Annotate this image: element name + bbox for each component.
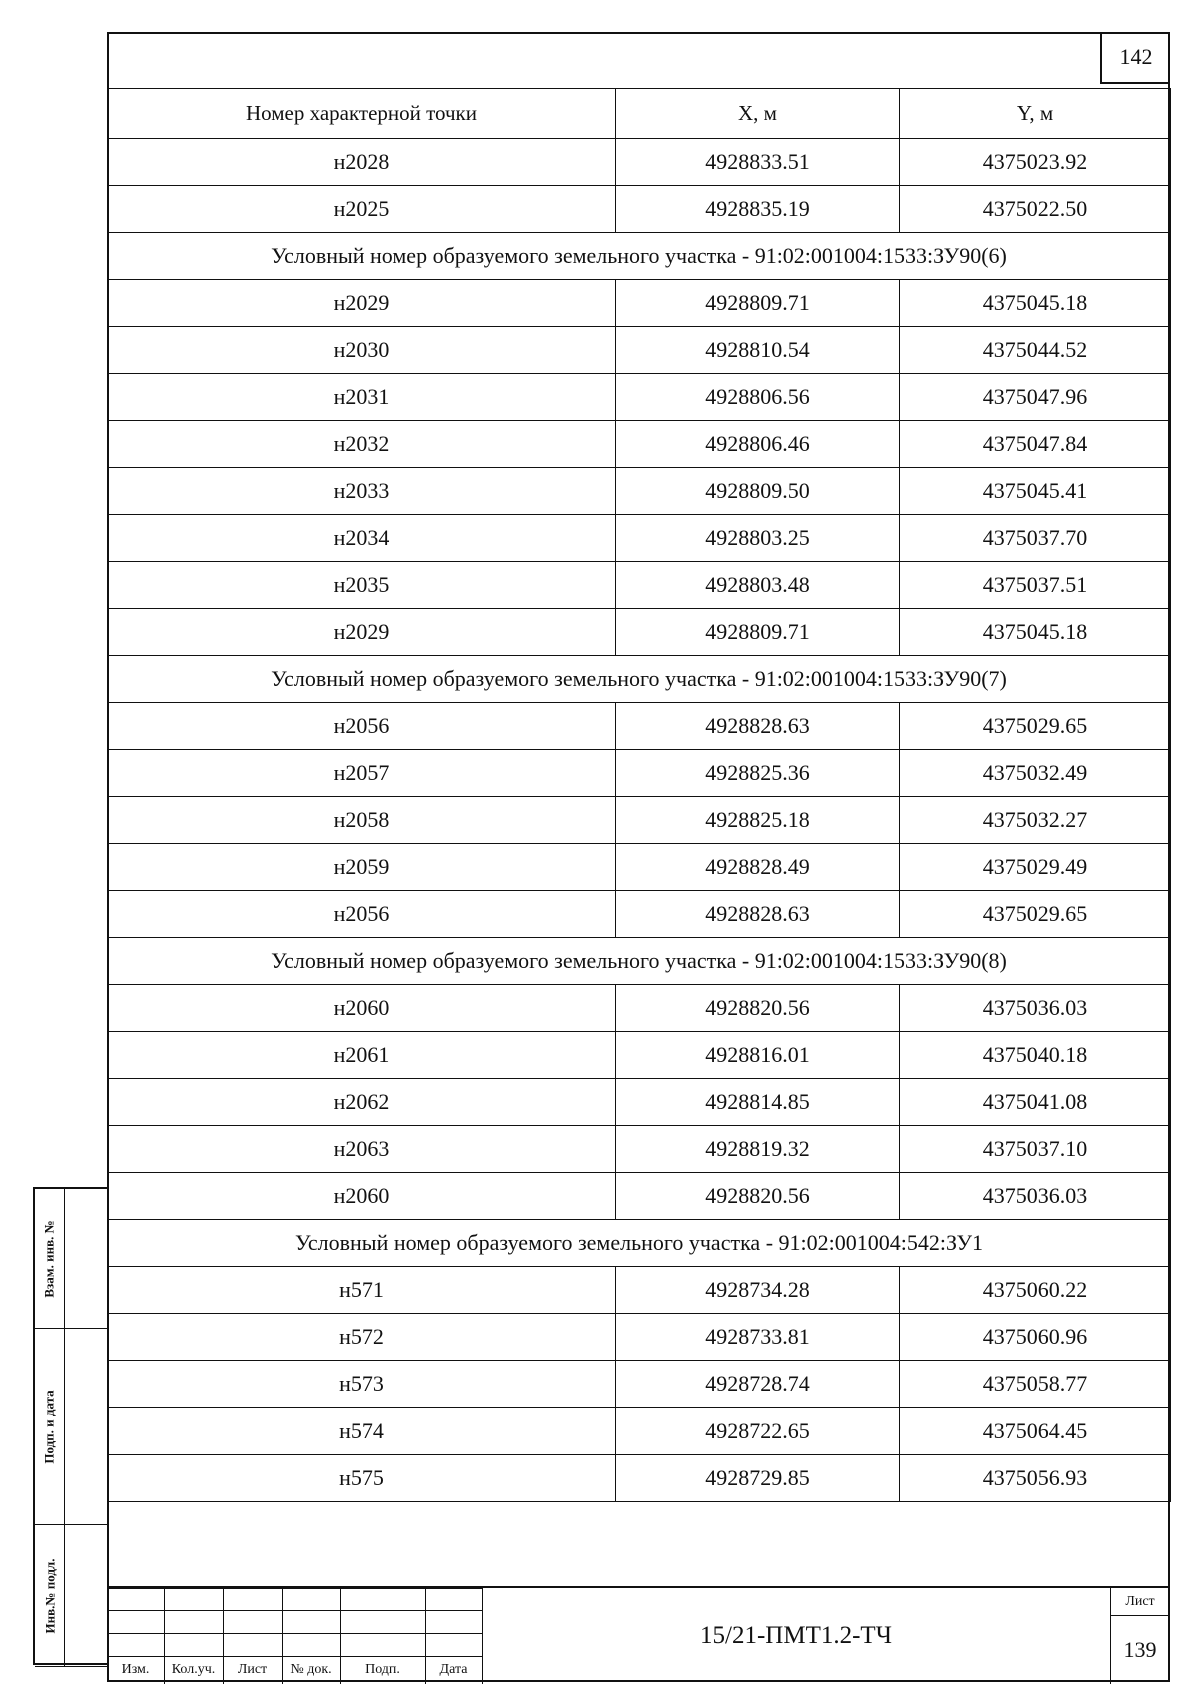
section-row — [108, 938, 1171, 985]
x-coordinate: 4928814.85 — [616, 1079, 900, 1126]
y-coordinate: 4375041.08 — [900, 1079, 1171, 1126]
y-coordinate: 4375058.77 — [900, 1361, 1171, 1408]
y-coordinate: 4375036.03 — [900, 1173, 1171, 1220]
title-block — [107, 1586, 1170, 1682]
y-coordinate: 4375029.49 — [900, 844, 1171, 891]
point-id: н575 — [108, 1455, 616, 1502]
y-coordinate: 4375040.18 — [900, 1032, 1171, 1079]
table-row — [108, 1455, 1171, 1502]
table-row — [108, 562, 1171, 609]
header-x: X, м — [616, 89, 900, 139]
point-id: н2061 — [108, 1032, 616, 1079]
y-coordinate: 4375060.22 — [900, 1267, 1171, 1314]
table-row — [108, 797, 1171, 844]
x-coordinate: 4928803.25 — [616, 515, 900, 562]
point-id: н2029 — [108, 280, 616, 327]
document-code: 15/21-ПМТ1.2-ТЧ — [700, 1622, 892, 1649]
x-coordinate: 4928828.49 — [616, 844, 900, 891]
table-row — [108, 139, 1171, 186]
x-coordinate: 4928809.71 — [616, 280, 900, 327]
point-id: н572 — [108, 1314, 616, 1361]
x-coordinate: 4928733.81 — [616, 1314, 900, 1361]
x-coordinate: 4928806.56 — [616, 374, 900, 421]
header-point: Номер характерной точки — [108, 89, 616, 139]
sheet-label: Лист — [1110, 1588, 1170, 1616]
table-row — [108, 280, 1171, 327]
table-row — [108, 609, 1171, 656]
table-row — [108, 844, 1171, 891]
table-row — [108, 1173, 1171, 1220]
point-id: н2030 — [108, 327, 616, 374]
table-row — [108, 1408, 1171, 1455]
point-id: н2058 — [108, 797, 616, 844]
x-coordinate: 4928825.36 — [616, 750, 900, 797]
x-coordinate: 4928809.50 — [616, 468, 900, 515]
y-coordinate: 4375047.84 — [900, 421, 1171, 468]
x-coordinate: 4928816.01 — [616, 1032, 900, 1079]
stamp-col-sheet: Лист — [237, 1662, 268, 1677]
side-label-inventory: Инв.№ подл. — [42, 1558, 58, 1634]
table-row — [108, 1032, 1171, 1079]
y-coordinate: 4375029.65 — [900, 703, 1171, 750]
x-coordinate: 4928722.65 — [616, 1408, 900, 1455]
x-coordinate: 4928803.48 — [616, 562, 900, 609]
table-row — [108, 421, 1171, 468]
stamp-col-date: Дата — [439, 1662, 468, 1677]
table-row — [108, 1361, 1171, 1408]
side-label-signature: Подп. и дата — [42, 1390, 58, 1464]
x-coordinate: 4928729.85 — [616, 1455, 900, 1502]
table-row — [108, 985, 1171, 1032]
y-coordinate: 4375047.96 — [900, 374, 1171, 421]
y-coordinate: 4375037.70 — [900, 515, 1171, 562]
coordinates-table — [107, 88, 1171, 1502]
section-title: Условный номер образуемого земельного участка - 91:02:001004:1533:ЗУ90(7) — [108, 656, 1171, 703]
side-label-replacement: Взам. инв. № — [42, 1220, 58, 1298]
section-title: Условный номер образуемого земельного участка - 91:02:001004:542:ЗУ1 — [108, 1220, 1171, 1267]
point-id: н2063 — [108, 1126, 616, 1173]
x-coordinate: 4928820.56 — [616, 1173, 900, 1220]
table-row — [108, 327, 1171, 374]
sheet-number: 139 — [1123, 1637, 1157, 1662]
point-id: н2059 — [108, 844, 616, 891]
point-id: н2034 — [108, 515, 616, 562]
x-coordinate: 4928810.54 — [616, 327, 900, 374]
point-id: н571 — [108, 1267, 616, 1314]
point-id: н2033 — [108, 468, 616, 515]
stamp-col-doc: № док. — [290, 1662, 332, 1677]
stamp-col-count: Кол.уч. — [171, 1662, 216, 1677]
point-id: н2056 — [108, 703, 616, 750]
x-coordinate: 4928828.63 — [616, 891, 900, 938]
y-coordinate: 4375056.93 — [900, 1455, 1171, 1502]
point-id: н2028 — [108, 139, 616, 186]
point-id: н2029 — [108, 609, 616, 656]
x-coordinate: 4928825.18 — [616, 797, 900, 844]
table-row — [108, 703, 1171, 750]
y-coordinate: 4375060.96 — [900, 1314, 1171, 1361]
point-id: н574 — [108, 1408, 616, 1455]
x-coordinate: 4928835.19 — [616, 186, 900, 233]
stamp-col-change: Изм. — [121, 1662, 150, 1677]
point-id: н2060 — [108, 1173, 616, 1220]
table-row — [108, 1267, 1171, 1314]
x-coordinate: 4928828.63 — [616, 703, 900, 750]
section-row — [108, 656, 1171, 703]
y-coordinate: 4375032.27 — [900, 797, 1171, 844]
x-coordinate: 4928806.46 — [616, 421, 900, 468]
point-id: н2060 — [108, 985, 616, 1032]
point-id: н2025 — [108, 186, 616, 233]
point-id: н2032 — [108, 421, 616, 468]
point-id: н2035 — [108, 562, 616, 609]
page-number: 142 — [1100, 32, 1170, 84]
section-title: Условный номер образуемого земельного участка - 91:02:001004:1533:ЗУ90(6) — [108, 233, 1171, 280]
y-coordinate: 4375045.41 — [900, 468, 1171, 515]
y-coordinate: 4375037.10 — [900, 1126, 1171, 1173]
x-coordinate: 4928819.32 — [616, 1126, 900, 1173]
y-coordinate: 4375036.03 — [900, 985, 1171, 1032]
point-id: н2031 — [108, 374, 616, 421]
y-coordinate: 4375022.50 — [900, 186, 1171, 233]
section-row — [108, 1220, 1171, 1267]
table-row — [108, 515, 1171, 562]
table-row — [108, 891, 1171, 938]
point-id: н2057 — [108, 750, 616, 797]
table-row — [108, 750, 1171, 797]
y-coordinate: 4375029.65 — [900, 891, 1171, 938]
header-y: Y, м — [900, 89, 1171, 139]
x-coordinate: 4928809.71 — [616, 609, 900, 656]
point-id: н573 — [108, 1361, 616, 1408]
x-coordinate: 4928728.74 — [616, 1361, 900, 1408]
y-coordinate: 4375023.92 — [900, 139, 1171, 186]
x-coordinate: 4928833.51 — [616, 139, 900, 186]
section-title: Условный номер образуемого земельного участка - 91:02:001004:1533:ЗУ90(8) — [108, 938, 1171, 985]
stamp-col-sign: Подп. — [365, 1662, 400, 1677]
table-header-row — [108, 89, 1171, 139]
point-id: н2056 — [108, 891, 616, 938]
y-coordinate: 4375045.18 — [900, 609, 1171, 656]
section-row — [108, 233, 1171, 280]
table-row — [108, 1079, 1171, 1126]
side-approval-strip — [33, 1187, 107, 1665]
x-coordinate: 4928820.56 — [616, 985, 900, 1032]
point-id: н2062 — [108, 1079, 616, 1126]
table-row — [108, 186, 1171, 233]
y-coordinate: 4375044.52 — [900, 327, 1171, 374]
table-row — [108, 374, 1171, 421]
table-row — [108, 1314, 1171, 1361]
table-row — [108, 468, 1171, 515]
coordinates-table-body — [108, 89, 1171, 1502]
x-coordinate: 4928734.28 — [616, 1267, 900, 1314]
y-coordinate: 4375032.49 — [900, 750, 1171, 797]
y-coordinate: 4375045.18 — [900, 280, 1171, 327]
y-coordinate: 4375064.45 — [900, 1408, 1171, 1455]
y-coordinate: 4375037.51 — [900, 562, 1171, 609]
table-row — [108, 1126, 1171, 1173]
